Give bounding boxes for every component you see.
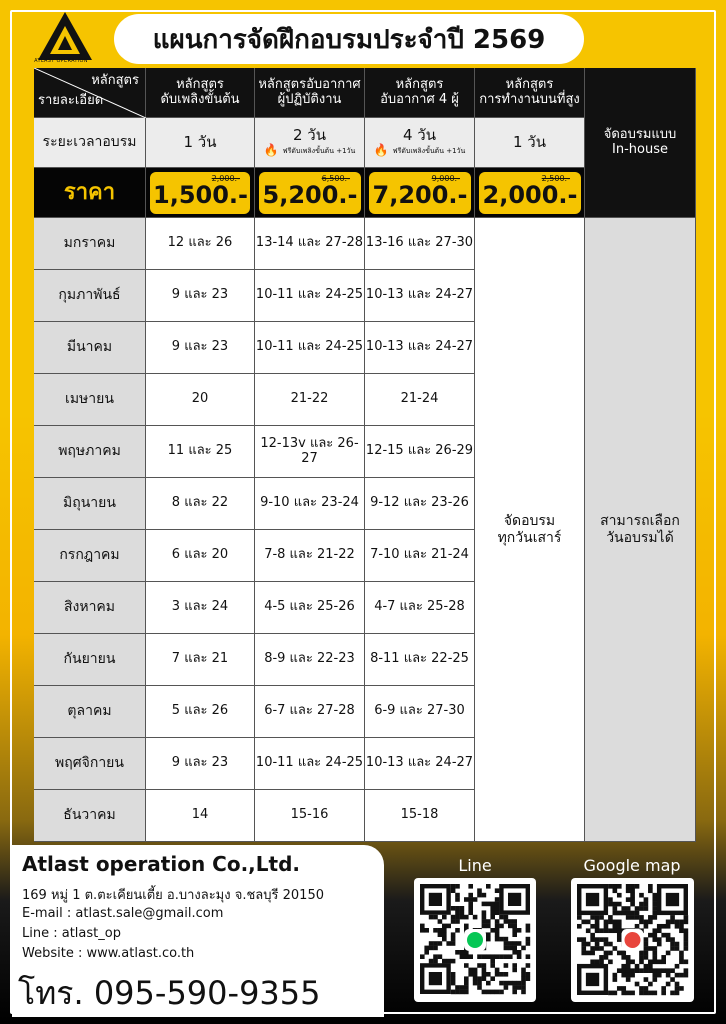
fire-icon: 🔥: [373, 143, 389, 158]
old-price: 2,500.-: [541, 174, 570, 183]
google-map-qr-code: [571, 878, 694, 1002]
corner-top-label: หลักสูตร: [91, 73, 139, 88]
price-course-3: [365, 168, 475, 218]
price-value: 1,500.-: [153, 181, 248, 209]
schedule-date-cell: 8-9 และ 22-23: [255, 634, 365, 686]
logo-text: ATLAST OPERATION: [34, 58, 88, 64]
course-header-2: หลักสูตรอับอากาศ ผู้ปฏิบัติงาน: [255, 68, 365, 118]
duration-course-2: [255, 118, 365, 168]
schedule-date-cell: 9 และ 23: [146, 270, 255, 322]
schedule-date-cell: 6-9 และ 27-30: [365, 686, 475, 738]
schedule-date-cell: 7-8 และ 21-22: [255, 530, 365, 582]
training-schedule-table: [34, 68, 696, 841]
line-qr-icon[interactable]: [414, 878, 536, 1002]
schedule-date-cell: 21-24: [365, 374, 475, 426]
month-name-cell: ตุลาคม: [34, 686, 146, 738]
course-header-3: หลักสูตร อับอากาศ 4 ผู้: [365, 68, 475, 118]
schedule-date-cell: 12 และ 26: [146, 218, 255, 270]
duration-label: ระยะเวลาอบรม: [34, 118, 146, 168]
address-text: 169 หมู่ 1 ต.ตะเคียนเตี้ย อ.บางละมุง จ.ชลบุรี 20150: [22, 888, 324, 903]
schedule-date-cell: 3 และ 24: [146, 582, 255, 634]
schedule-date-cell: 12-15 และ 26-29: [365, 426, 475, 478]
duration-course-3: [365, 118, 475, 168]
schedule-date-cell: 8-11 และ 22-25: [365, 634, 475, 686]
email-text[interactable]: E-mail : atlast.sale@gmail.com: [22, 906, 224, 921]
price-label: ราคา: [63, 179, 116, 205]
month-name-cell: มีนาคม: [34, 322, 146, 374]
schedule-date-cell: 6-7 และ 27-28: [255, 686, 365, 738]
inhouse-schedule-text: สามารถเลือก วันอบรมได้: [600, 513, 680, 546]
schedule-date-cell: 15-18: [365, 790, 475, 842]
schedule-date-cell: 10-11 และ 24-25: [255, 738, 365, 790]
schedule-date-cell: 9 และ 23: [146, 738, 255, 790]
month-name-cell: ธันวาคม: [34, 790, 146, 842]
price-course-2: [255, 168, 365, 218]
company-name: Atlast operation Co.,Ltd.: [22, 852, 300, 876]
price-label-cell: [34, 168, 146, 218]
line-qr-label: Line: [458, 856, 492, 875]
website-text[interactable]: Website : www.atlast.co.th: [22, 946, 195, 961]
schedule-date-cell: 20: [146, 374, 255, 426]
height-schedule-text: จัดอบรม ทุกวันเสาร์: [497, 513, 562, 546]
price-course-1: [146, 168, 255, 218]
month-name-cell: มิถุนายน: [34, 478, 146, 530]
duration-value: 4 วัน: [403, 125, 436, 144]
schedule-date-cell: 10-13 และ 24-27: [365, 270, 475, 322]
schedule-date-cell: 10-13 และ 24-27: [365, 322, 475, 374]
schedule-date-cell: 6 และ 20: [146, 530, 255, 582]
duration-value: 2 วัน: [293, 125, 326, 144]
old-price: 6,500.-: [321, 174, 350, 183]
month-name-cell: กันยายน: [34, 634, 146, 686]
price-course-4: [475, 168, 585, 218]
free-note: [264, 144, 356, 158]
month-name-cell: กรกฎาคม: [34, 530, 146, 582]
schedule-date-cell: 9-10 และ 23-24: [255, 478, 365, 530]
schedule-date-cell: 15-16: [255, 790, 365, 842]
schedule-date-cell: 21-22: [255, 374, 365, 426]
height-course-schedule: [475, 218, 585, 842]
line-qr-code: [414, 878, 536, 1002]
phone-number[interactable]: โทร. 095-590-9355: [18, 974, 321, 1012]
page-title: แผนการจัดฝึกอบรมประจำปี 2569: [114, 14, 584, 64]
fire-icon: 🔥: [263, 143, 279, 158]
free-note: [374, 144, 466, 158]
month-name-cell: สิงหาคม: [34, 582, 146, 634]
corner-bottom-label: รายละเอียด: [38, 93, 104, 109]
google-map-qr-icon[interactable]: [571, 878, 694, 1002]
schedule-date-cell: 8 และ 22: [146, 478, 255, 530]
course-header-4: หลักสูตร การทำงานบนที่สูง: [475, 68, 585, 118]
schedule-date-cell: 14: [146, 790, 255, 842]
month-name-cell: มกราคม: [34, 218, 146, 270]
month-name-cell: พฤศจิกายน: [34, 738, 146, 790]
schedule-date-cell: 10-13 และ 24-27: [365, 738, 475, 790]
duration-course-4: [475, 118, 585, 168]
free-note-text: ฟรีดับเพลิงขั้นต้น +1วัน: [392, 147, 466, 156]
duration-course-1: [146, 118, 255, 168]
schedule-date-cell: 9 และ 23: [146, 322, 255, 374]
price-value: 7,200.-: [372, 181, 468, 209]
schedule-date-cell: 11 และ 25: [146, 426, 255, 478]
month-name-cell: กุมภาพันธ์: [34, 270, 146, 322]
duration-value: 1 วัน: [183, 132, 217, 151]
course-header-1: หลักสูตร ดับเพลิงขั้นต้น: [146, 68, 255, 118]
schedule-date-cell: 13-16 และ 27-30: [365, 218, 475, 270]
duration-value: 1 วัน: [513, 132, 546, 151]
schedule-date-cell: 12-13v และ 26-27: [255, 426, 365, 478]
google-map-qr-label: Google map: [583, 856, 681, 875]
schedule-date-cell: 7 และ 21: [146, 634, 255, 686]
old-price: 9,000.-: [431, 174, 460, 183]
line-id-text[interactable]: Line : atlast_op: [22, 926, 121, 941]
corner-header: [34, 68, 146, 118]
schedule-date-cell: 10-11 และ 24-25: [255, 270, 365, 322]
inhouse-schedule: [585, 218, 696, 842]
free-note-text: ฟรีดับเพลิงขั้นต้น +1วัน: [282, 147, 356, 156]
schedule-date-cell: 4-7 และ 25-28: [365, 582, 475, 634]
price-value: 2,000.-: [482, 181, 578, 209]
schedule-date-cell: 5 และ 26: [146, 686, 255, 738]
schedule-date-cell: 10-11 และ 24-25: [255, 322, 365, 374]
schedule-date-cell: 9-12 และ 23-26: [365, 478, 475, 530]
schedule-date-cell: 13-14 และ 27-28: [255, 218, 365, 270]
old-price: 2,000.-: [211, 174, 240, 183]
month-name-cell: พฤษภาคม: [34, 426, 146, 478]
schedule-date-cell: 4-5 และ 25-26: [255, 582, 365, 634]
schedule-date-cell: 7-10 และ 21-24: [365, 530, 475, 582]
month-name-cell: เมษายน: [34, 374, 146, 426]
inhouse-header: จัดอบรมแบบ In-house: [585, 68, 696, 218]
price-value: 5,200.-: [262, 181, 358, 209]
